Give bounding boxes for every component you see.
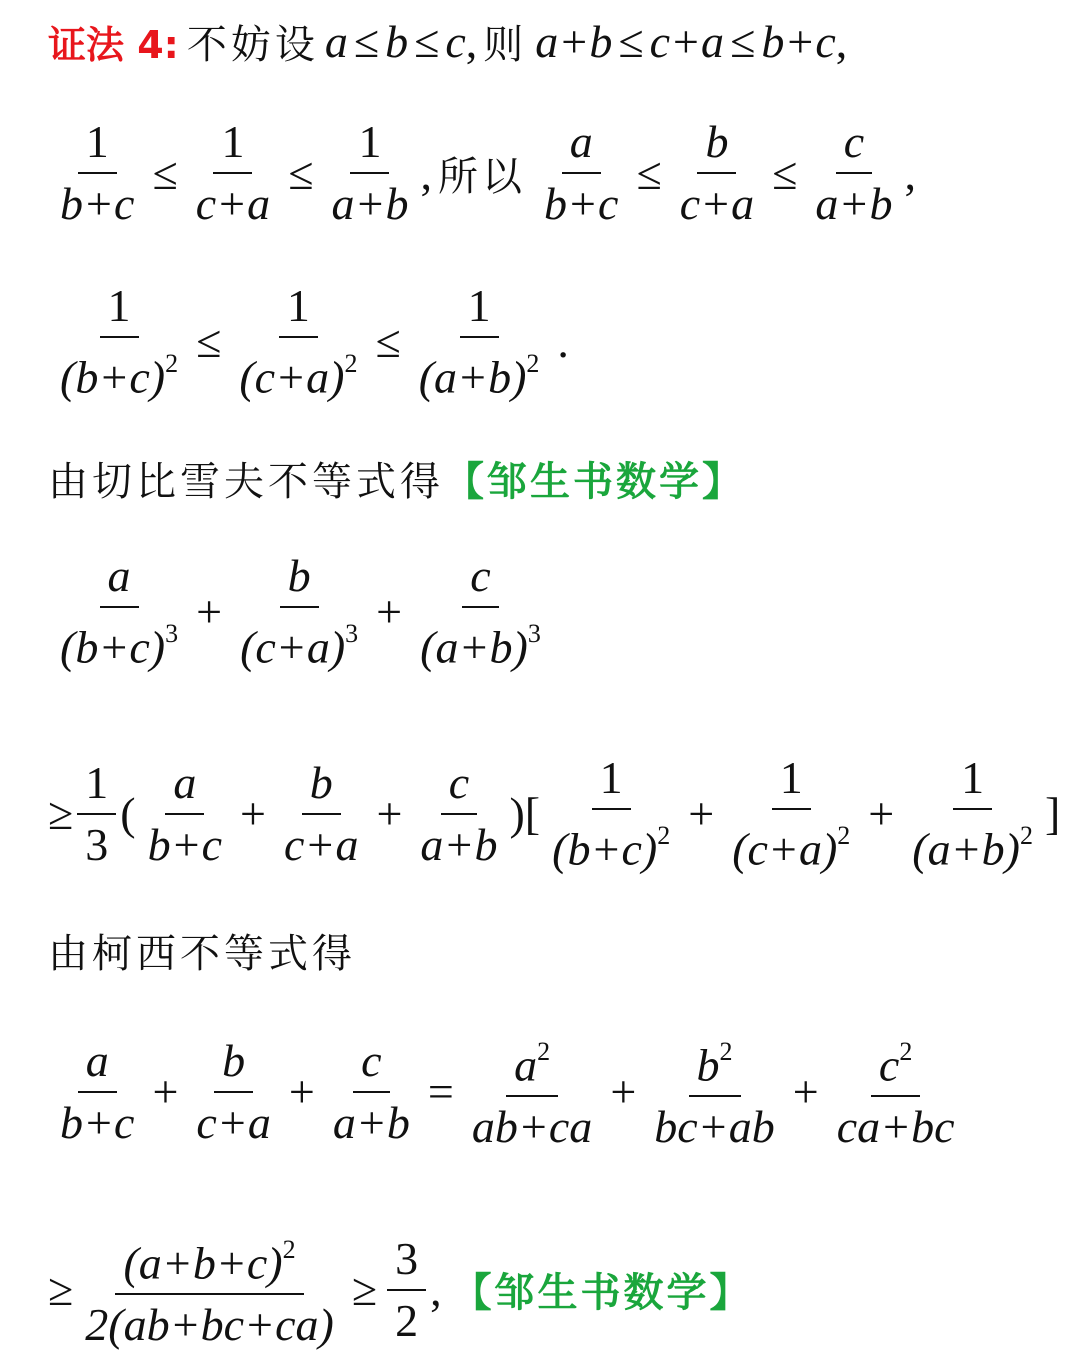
brand-watermark: 【邹生书数学】: [444, 458, 745, 505]
period: .: [557, 316, 569, 368]
ge-sign: ≥: [351, 1264, 378, 1316]
bracket: [: [524, 788, 541, 840]
comma: ,: [465, 15, 478, 67]
plus-sign: +: [376, 788, 403, 840]
plus-sign: +: [792, 1066, 819, 1118]
intro-text: 不妨设: [186, 21, 319, 68]
fraction: $\frac{c}{a+b}$: [412, 753, 505, 875]
fraction: $\frac{1}{c+a}$: [188, 112, 278, 234]
proof-label: 证法 4:: [48, 22, 179, 67]
plus-sign: +: [868, 788, 895, 840]
plus-sign: +: [610, 1066, 637, 1118]
ge-sign: ≥: [48, 1264, 74, 1316]
expr-c-plus-a: c+a: [649, 15, 725, 67]
line-chebyshev: [48, 448, 745, 508]
brand-watermark: 【邹生书数学】: [451, 1270, 753, 1317]
fraction: $\frac{1}{b+c}$: [52, 112, 142, 234]
fraction: $\frac{a}{b+c}$: [140, 753, 230, 875]
fraction: $\frac{a^2}{ab+ca}$: [464, 1026, 600, 1157]
fraction: $\frac{a}{b+c}$: [536, 112, 626, 234]
plus-sign: +: [688, 788, 715, 840]
var-c: c: [445, 15, 466, 67]
fraction: $\frac{(a+b+c)^2}{2(ab+bc+ca)}$: [77, 1224, 342, 1355]
fraction: $\frac{1}{3}$: [77, 753, 116, 875]
le-sign: ≤: [414, 15, 440, 67]
ge-sign: ≥: [48, 788, 74, 840]
plus-sign: +: [240, 788, 266, 840]
le-sign: ≤: [730, 15, 756, 67]
line-assumption: [48, 10, 847, 72]
le-sign: ≤: [375, 316, 401, 368]
fraction: $\frac{b}{(c+a)^3}$: [232, 546, 366, 677]
var-b: b: [385, 15, 409, 67]
fraction: $\frac{1}{a+b}$: [323, 112, 416, 234]
comma: ,: [430, 1264, 442, 1316]
plus-sign: +: [152, 1066, 179, 1118]
line-chebyshev-bound: [48, 748, 1060, 879]
line-squared-order: [48, 276, 569, 407]
fraction: $\frac{c^2}{ca+bc}$: [829, 1026, 963, 1157]
le-sign: ≤: [772, 147, 798, 199]
le-sign: ≤: [353, 15, 380, 67]
fraction: $\frac{b^2}{bc+ab}$: [646, 1026, 782, 1157]
fraction: $\frac{c}{a+b}$: [807, 112, 900, 234]
fraction: $\frac{3}{2}$: [387, 1229, 426, 1351]
chebyshev-text: 由切比雪夫不等式得: [48, 458, 444, 505]
line-final-bound: [48, 1224, 753, 1355]
fraction: $\frac{b}{c+a}$: [188, 1031, 278, 1153]
fraction: $\frac{b}{c+a}$: [672, 112, 762, 234]
fraction: $\frac{c}{a+b}$: [325, 1031, 418, 1153]
fraction: $\frac{b}{c+a}$: [276, 753, 366, 875]
paren: ): [509, 788, 525, 840]
bracket: ]: [1044, 788, 1061, 840]
le-sign: ≤: [288, 147, 314, 199]
cauchy-text: 由柯西不等式得: [48, 930, 356, 977]
plus-sign: +: [288, 1066, 315, 1118]
fraction: $\frac{1}{(c+a)^2}$: [231, 276, 365, 407]
so-text: 所以: [437, 153, 526, 200]
expr-b-plus-c: b+c: [761, 15, 836, 67]
equals-sign: =: [427, 1066, 454, 1118]
fraction: $\frac{1}{(b+c)^2}$: [52, 276, 186, 407]
paren: (: [120, 788, 136, 840]
var-a: a: [324, 15, 348, 67]
fraction: $\frac{1}{(c+a)^2}$: [724, 748, 858, 879]
fraction: $\frac{1}{(a+b)^2}$: [904, 748, 1041, 879]
le-sign: ≤: [636, 147, 662, 199]
expr-a-plus-b: a+b: [535, 15, 613, 67]
le-sign: ≤: [196, 316, 222, 368]
comma: ,: [420, 147, 432, 199]
fraction: $\frac{a}{(b+c)^3}$: [52, 546, 186, 677]
le-sign: ≤: [152, 147, 178, 199]
fraction: $\frac{1}{(b+c)^2}$: [544, 748, 678, 879]
le-sign: ≤: [618, 15, 644, 67]
line-cauchy-rewrite: [48, 1026, 967, 1157]
line-cubic-sum: [48, 546, 553, 677]
comma: ,: [835, 15, 848, 67]
plus-sign: +: [376, 586, 403, 638]
fraction: $\frac{a}{b+c}$: [52, 1031, 142, 1153]
line-reciprocal-order: [48, 112, 916, 234]
line-cauchy: [48, 920, 356, 980]
then-text: 则: [483, 21, 528, 68]
plus-sign: +: [196, 586, 223, 638]
comma: ,: [904, 147, 916, 199]
fraction: $\frac{1}{(a+b)^2}$: [411, 276, 548, 407]
fraction: $\frac{c}{(a+b)^3}$: [412, 546, 549, 677]
